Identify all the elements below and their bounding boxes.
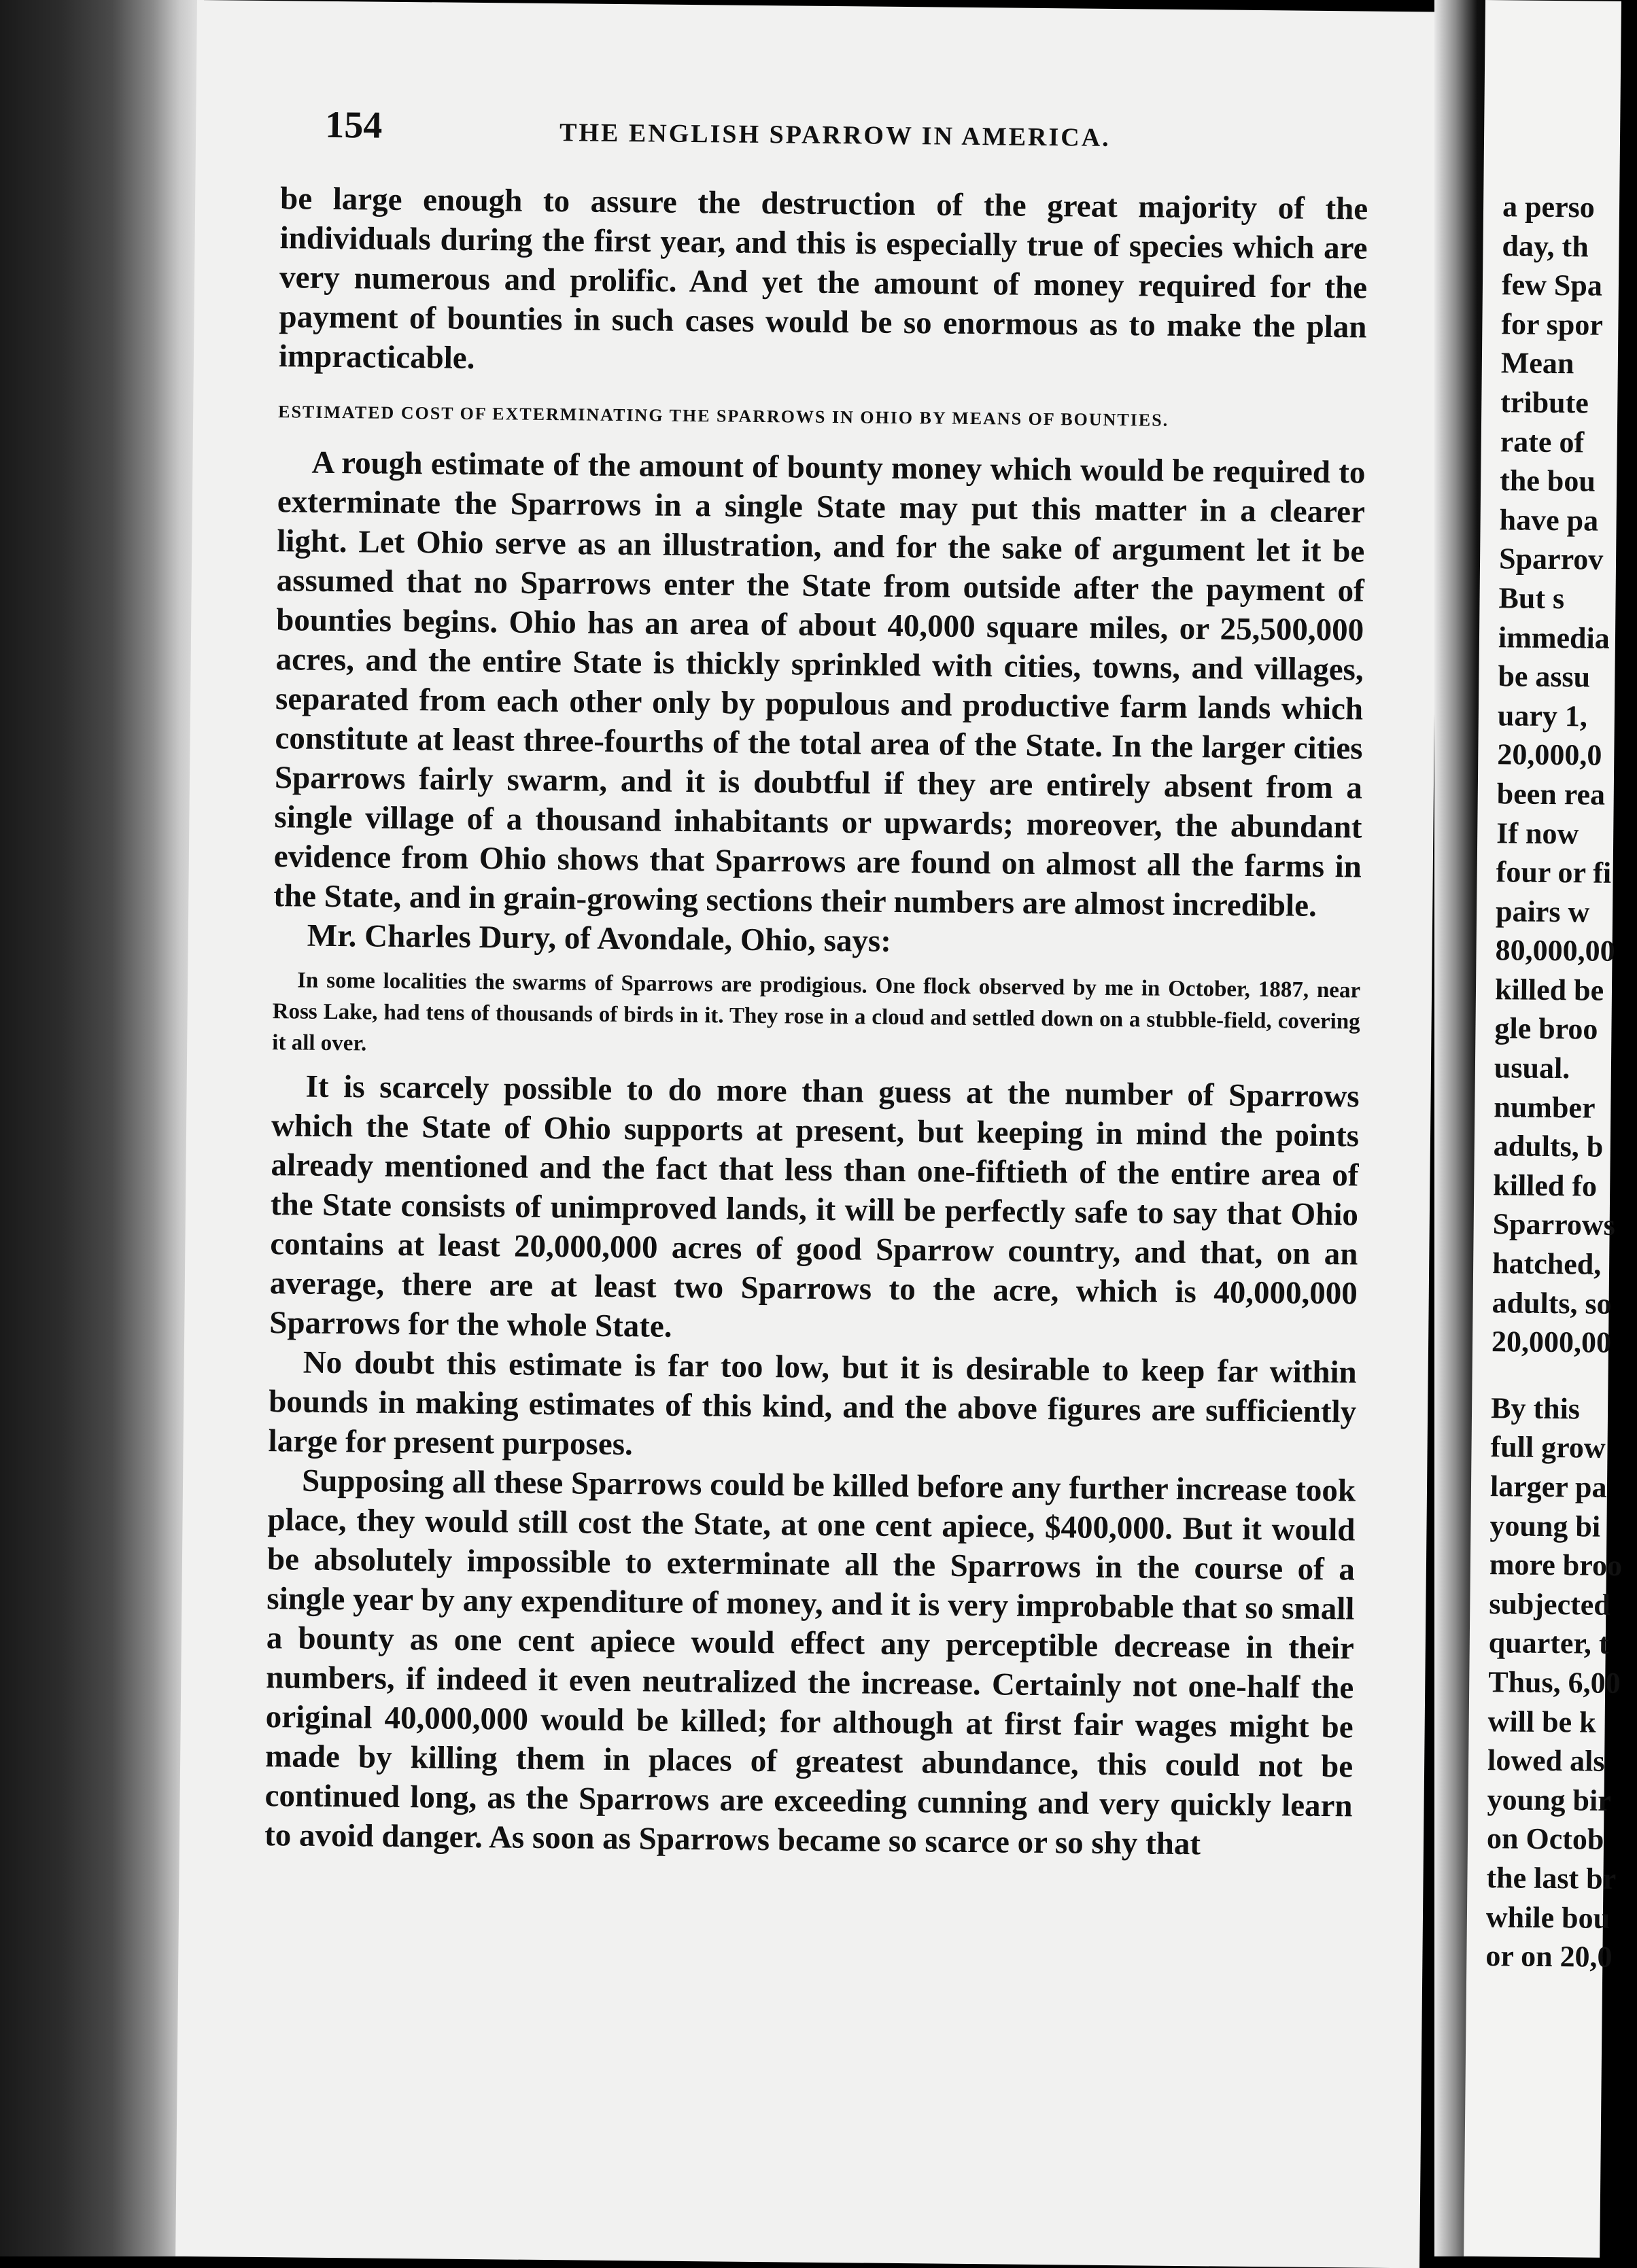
book-binding	[0, 0, 204, 2256]
paragraph-guess: It is scarcely possible to do more than guess at the number of Sparrows which the State of Ohio supports at present, but keeping in mind the points already mentioned and the fact that less than one-fiftieth of the entire area of the State consists of unimproved lands, it will be perfectly safe to say that Ohio contains at least 20,000,000 acres of good Sparrow country, and that, on an average, there are at least two Sparrows to the acre, which is 40,000,000 Sparrows for the whole State.	[269, 1068, 1360, 1344]
right-page-line: young bi	[1489, 1508, 1601, 1543]
right-page-line: tribute	[1500, 385, 1589, 420]
right-lines-top	[1492, 187, 1636, 1363]
right-page-line: few Spa	[1501, 268, 1603, 302]
right-page-line: young bir	[1487, 1782, 1611, 1817]
right-page-line: while bou	[1485, 1900, 1610, 1935]
right-page-line: a perso	[1502, 190, 1595, 224]
right-page-line: adults, b	[1493, 1129, 1604, 1164]
right-page-line: day, th	[1502, 228, 1589, 264]
right-page-line: or on 20,0	[1485, 1939, 1613, 1974]
right-page-line: If now	[1496, 816, 1579, 850]
right-page-line: 20,000,0	[1497, 737, 1602, 773]
right-page-line: Sparrows	[1492, 1207, 1616, 1242]
right-page-line: killed fo	[1493, 1168, 1598, 1203]
right-page-line: for spor	[1501, 307, 1604, 342]
paragraph-suppose: Supposing all these Sparrows could be killed before any further increase took place, they would still cost the State, at one cent apiece, $400,000. But it would be absolutely impossible to exterminate all the Sparrows in the course of a single year by any expenditure of money, and it is very improbable that so small a bounty as one cent apiece would effect any perceptible decrease in their numbers, if indeed it even neutralized the increase. Certainly not one-half the original 40,000,000 would be killed; for although at first fair wages might be made by killing them in places of greatest abundance, this could not be continued long, as the Sparrows are exceeding cunning and very quickly learn to avoid danger. As soon as Sparrows became so scarce or so shy that	[264, 1463, 1356, 1862]
right-page	[1464, 0, 1621, 2258]
right-page-line: will be k	[1487, 1704, 1596, 1739]
right-page-line: number	[1494, 1089, 1596, 1125]
page-number: 154	[324, 103, 383, 147]
right-page-line: Sparrov	[1498, 542, 1604, 577]
right-page-line: 20,000,00	[1491, 1325, 1612, 1360]
right-page-line: subjected	[1489, 1586, 1611, 1622]
right-page-line: usual.	[1494, 1051, 1570, 1085]
right-lines-bottom	[1485, 1389, 1623, 1977]
right-page-line: pairs w	[1495, 894, 1590, 929]
section-heading: ESTIMATED COST OF EXTERMINATING THE SPARROWS IN OHIO BY MEANS OF BOUNTIES.	[278, 402, 1169, 430]
right-page-line: hatched,	[1492, 1246, 1602, 1281]
right-page-line: Mean	[1500, 346, 1574, 381]
text-column	[264, 179, 1368, 1865]
right-lines-gap	[1491, 1361, 1624, 1390]
right-page-line: rate of	[1500, 424, 1585, 459]
right-page-line: be assu	[1498, 659, 1591, 694]
right-page-line: the bou	[1499, 464, 1596, 498]
right-page-line: been rea	[1496, 777, 1606, 812]
right-page-line: immedia	[1498, 620, 1610, 655]
right-page-line: have pa	[1499, 502, 1599, 538]
right-page-line: the last br	[1486, 1861, 1617, 1896]
right-page-line: on Octob	[1486, 1821, 1604, 1857]
right-page-line: killed be	[1494, 973, 1604, 1007]
right-page-line: more broo	[1489, 1548, 1623, 1583]
right-page-line: larger pa	[1489, 1469, 1607, 1504]
right-page-line: gle broo	[1494, 1011, 1598, 1047]
right-page-line: full grow	[1490, 1430, 1606, 1465]
right-page-line: uary 1,	[1497, 698, 1588, 733]
paragraph-doubt: No doubt this estimate is far too low, but it is desirable to keep far within bounds in making estimates of this kind, and the above figures are sufficiently large for present purposes.	[268, 1344, 1357, 1463]
right-page-line: four or fi	[1496, 855, 1612, 890]
paragraph-intro: be large enough to assure the destruction of the great majority of the individuals during the first year, and this is especially true of species which are very numerous and prolific. And yet the amount of money required for the payment of bounties in such cases would be so enormous as to make the plan impracticable.	[278, 181, 1368, 376]
right-page-line: quarter, t	[1488, 1626, 1609, 1661]
left-page	[175, 0, 1441, 2268]
paragraph-dury: Mr. Charles Dury, of Avondale, Ohio, says:	[307, 918, 892, 959]
running-head: THE ENGLISH SPARROW IN AMERICA.	[559, 118, 1111, 152]
right-page-line: lowed als	[1487, 1743, 1605, 1778]
block-quote: In some localities the swarms of Sparrows are prodigious. One flock observed by me in October, 1887, near Ross Lake, had tens of thousands of birds in it. They rose in a cloud and settled down on a stubble-field, covering it all over.	[272, 968, 1361, 1056]
paragraph-estimate: A rough estimate of the amount of bounty money which would be required to exterminate the Sparrows in a single State may put this matter in a clearer light. Let Ohio serve as an illustration, and for the sake of argument let it be assumed that no Sparrows enter the State from outside after the payment of bounties begins. Ohio has an area of about 40,000 square miles, or 25,500,000 acres, and the entire State is thickly sprinkled with cities, towns, and villages, separated from each other only by populous and productive farm lands which constitute at least three-fourths of the total area of the State. In the larger cities Sparrows fairly swarm, and it is doubtful if they are entirely absent from a single village of a thousand inhabitants or upwards; moreover, the abundant evidence from Ohio shows that Sparrows are found on almost all the farms in the State, and in grain-growing sections their numbers are almost incredible.	[273, 444, 1366, 924]
right-page-line: adults, so	[1492, 1285, 1612, 1321]
page-header	[325, 103, 1386, 175]
right-page-line: 80,000,00	[1495, 933, 1615, 969]
right-page-line: By this	[1490, 1391, 1581, 1426]
right-page-text	[1485, 187, 1635, 1976]
right-page-line: Thus, 6,00	[1488, 1665, 1621, 1700]
right-page-line: But s	[1498, 581, 1565, 616]
